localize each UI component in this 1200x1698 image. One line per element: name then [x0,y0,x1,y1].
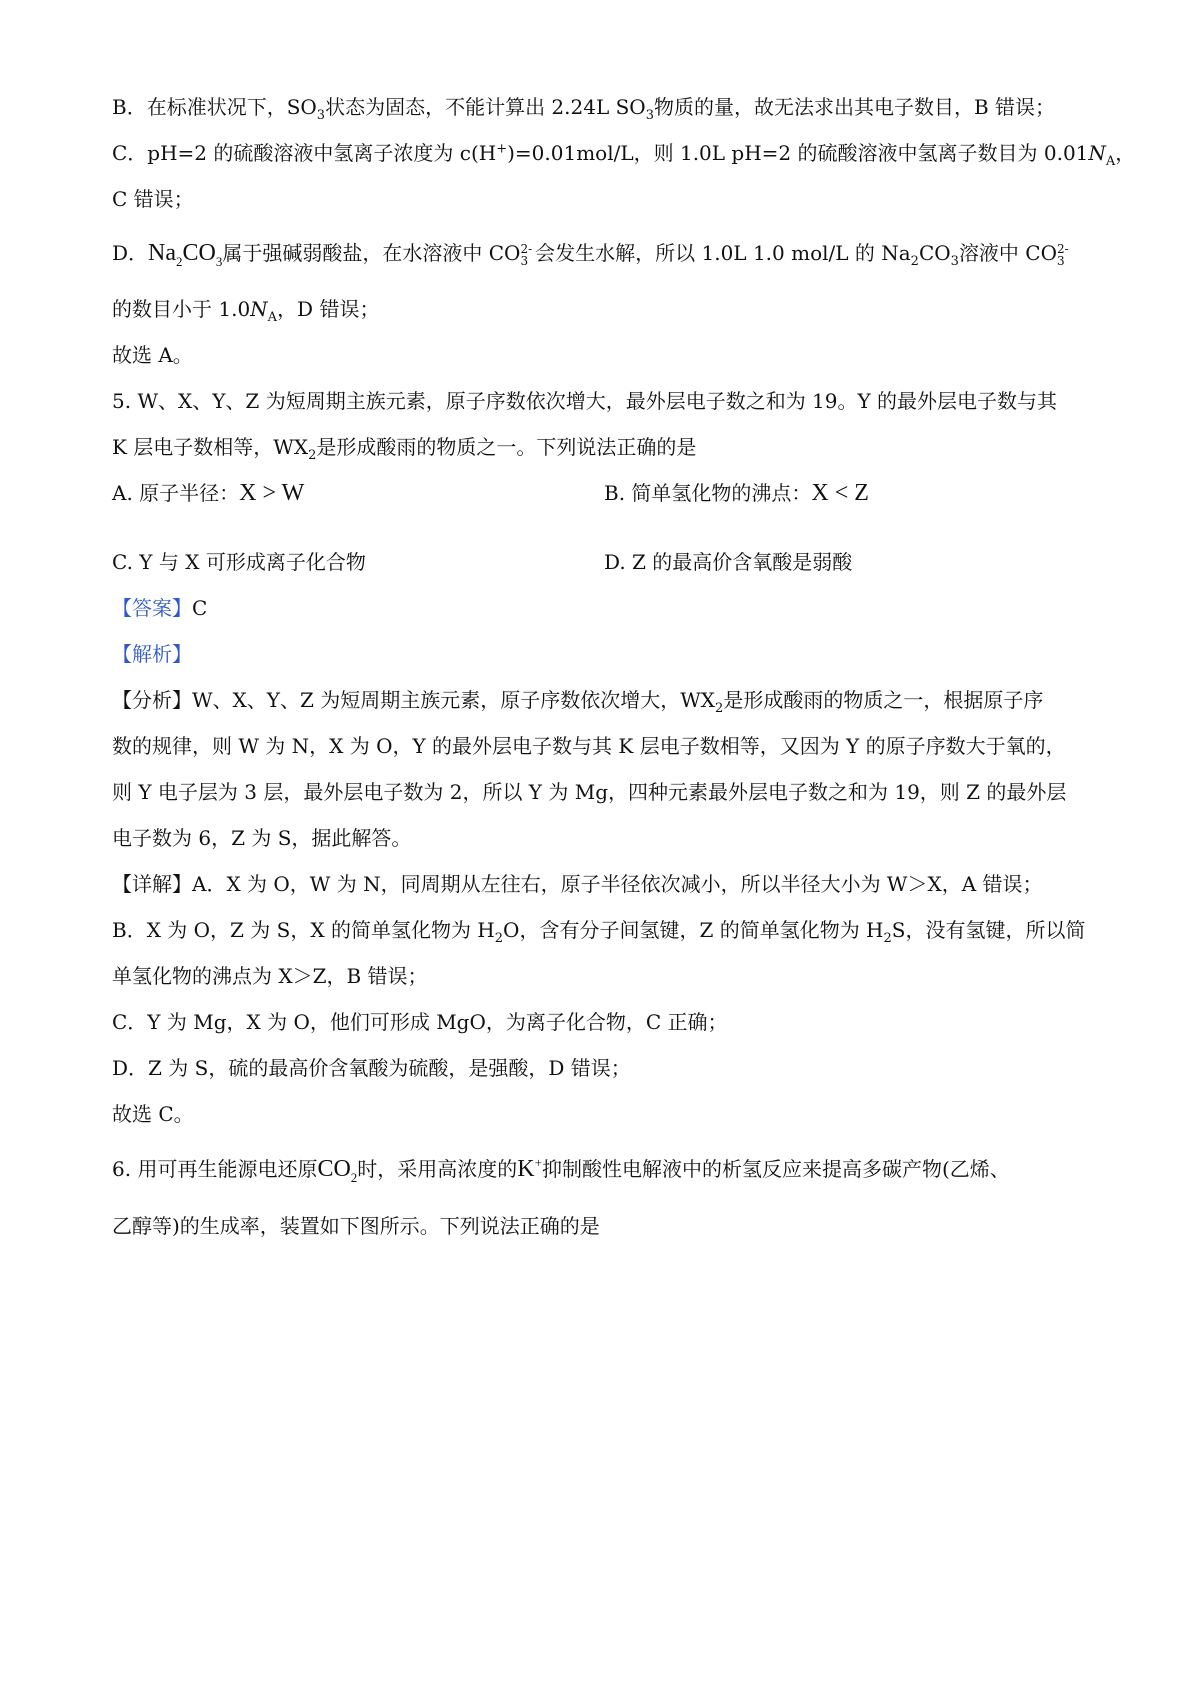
options-ab-row [112,479,304,507]
answer-choice-c-line: 故选 C。 [112,1102,194,1126]
answer-choice-a-line: 故选 A。 [112,343,193,367]
question-6-stem-line-1: 6. 用可再生能源电还原$CO_2$时，采用高浓度的K+抑制酸性电解液中的析氢反应来提高多碳产物(乙烯、 [112,1155,1010,1185]
explanation-d-line-2: 的数目小于 $1.0N_A$，D 错误； [112,297,380,325]
explanation-b-line: B．在标准状况下，$SO_3$状态为固态，不能计算出 2.24L $SO_3$物质的量，故无法求出其电子数目，B 错误； [112,95,1056,123]
analysis-line-2: 数的规律，则 W 为 N，X 为 O，Y 的最外层电子数与其 K 层电子数相等，又因为 Y 的原子序数大于氧的， [112,734,1066,758]
detail-a-line: 【详解】A．X 为 O，W 为 N，同周期从左往右，原子半径依次减小，所以半径大小为 W＞X，A 错误； [112,872,1043,896]
analysis-line-3: 则 Y 电子层为 3 层，最外层电子数为 2，所以 Y 为 Mg，四种元素最外层电子数之和为 19，则 Z 的最外层 [112,780,1067,804]
detail-b-line-1: B．X 为 O，Z 为 S，X 的简单氢化物为 $H_2O$，含有分子间氢键，Z 的简单氢化物为 $H_2S$，没有氢键，所以简 [112,918,1086,946]
carbonate-charge-2: 2- 3 [1057,241,1069,268]
detail-b-line-2: 单氢化物的沸点为 X＞Z，B 错误； [112,964,428,988]
analysis-line-1: 【分析】W、X、Y、Z 为短周期主族元素，原子序数依次增大，$WX_2$是形成酸雨的物质之一，根据原子序 [112,688,1044,716]
question-6-stem-line-2: 乙醇等)的生成率，装置如下图所示。下列说法正确的是 [112,1214,600,1238]
option-d: D. Z 的最高价含氧酸是弱酸 [604,550,853,574]
detail-d-line: D．Z 为 S，硫的最高价含氧酸为硫酸，是强酸，D 错误； [112,1056,631,1080]
option-c: C. Y 与 X 可形成离子化合物 [112,550,366,574]
question-5-stem-line-1: 5. W、X、Y、Z 为短周期主族元素，原子序数依次增大，最外层电子数之和为 19。Y 的最外层电子数与其 [112,389,1058,413]
carbonate-charge-1: 2- 3 [520,241,533,268]
explanation-d-line-1: D．$Na_2CO_3$属于强碱弱酸盐，在水溶液中 CO 2- 3 会发生水解，所以 1.0L 1.0 mol/L 的 $Na_2CO_3$溶液中 CO 2- 3 [112,240,1069,269]
explanation-c-line-1: C．pH=2 的硫酸溶液中氢离子浓度为 c(H+)=0.01mol/L，则 1.0L pH=2 的硫酸溶液中氢离子数目为 $0.01N_A$， [112,141,1136,169]
analysis-line-4: 电子数为 6，Z 为 S，据此解答。 [112,826,412,850]
option-b: B. 简单氢化物的沸点：X < Z [604,480,869,506]
question-5-stem-line-2: K 层电子数相等，$WX_2$是形成酸雨的物质之一。下列说法正确的是 [112,435,697,463]
analysis-heading: 【解析】 [112,642,192,666]
detail-c-line: C．Y 为 Mg，X 为 O，他们可形成 MgO，为离子化合物，C 正确； [112,1010,728,1034]
explanation-c-line-2: C 错误； [112,187,194,211]
answer-line: 【答案】C [112,596,208,620]
option-a: A. 原子半径：X > W [112,480,305,506]
